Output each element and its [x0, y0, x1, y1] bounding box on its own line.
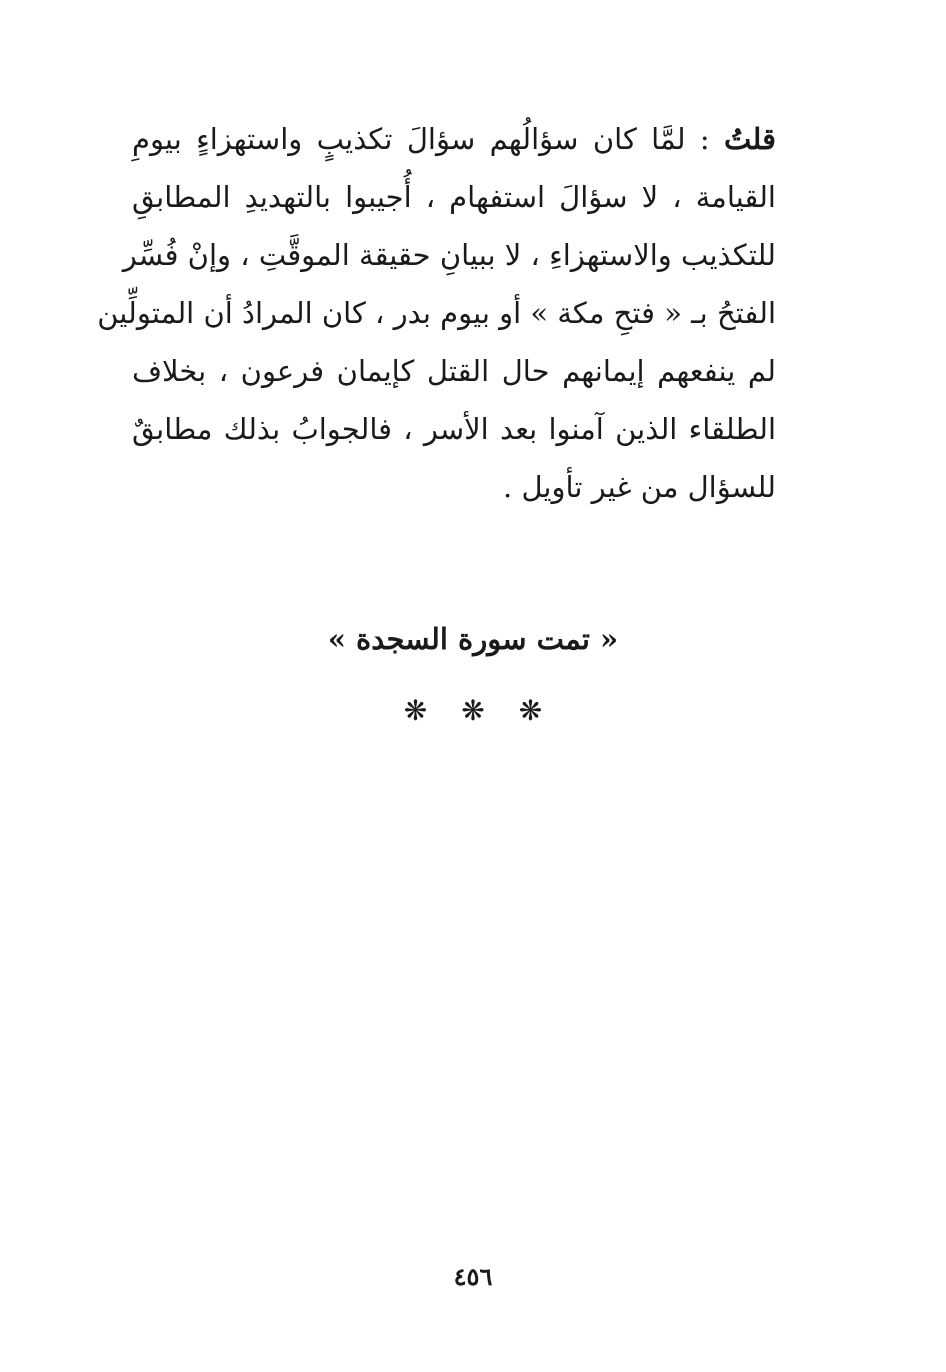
page-number: ٤٥٦ [453, 1262, 493, 1291]
paragraph-line-5: لم ينفعهم إيمانهم حال القتل كإيمان فرعون ، بخلاف [132, 354, 776, 388]
lead-word: قلتُ [724, 122, 776, 156]
paragraph-line-1 [132, 110, 776, 168]
section-separator: ❋❋❋ [403, 694, 577, 727]
paragraph-line-6: الطلقاء الذين آمنوا بعد الأسر ، فالجوابُ بذلك مطابقٌ [132, 412, 776, 446]
paragraph-line-2: القيامة ، لا سؤالَ استفهام ، أُجيبوا بالتهديدِ المطابقِ [132, 180, 776, 214]
paragraph-line-4: الفتحُ بـ « فتحِ مكة » أو بيوم بدر ، كان المرادُ أن المتولِّين [97, 296, 776, 330]
paragraph-line-3: للتكذيب والاستهزاءِ ، لا ببيانِ حقيقة الموقَّتِ ، وإنْ فُسِّر [122, 238, 776, 272]
paragraph-line-1-text: : لمَّا كان سؤالُهم سؤالَ تكذيبٍ واستهزاءٍ بيومِ [132, 122, 725, 156]
paragraph-line-7: للسؤال من غير تأويل . [503, 470, 776, 504]
surah-end-heading: « تمت سورة السجدة » [327, 622, 619, 656]
commentary-paragraph [97, 110, 776, 516]
